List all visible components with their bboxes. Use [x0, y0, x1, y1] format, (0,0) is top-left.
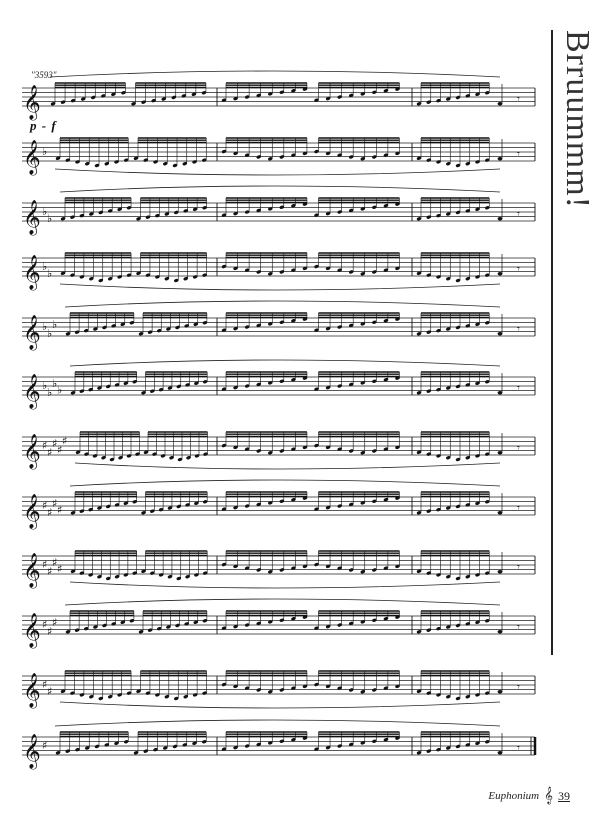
- slur: [65, 599, 500, 605]
- eighth-rest-icon: 𝄾: [517, 680, 520, 694]
- slur: [60, 186, 500, 192]
- treble-clef-icon: 𝄞: [23, 200, 41, 235]
- eighth-rest-icon: 𝄾: [517, 741, 520, 755]
- eighth-rest-icon: 𝄾: [517, 322, 520, 336]
- treble-clef-icon: 𝄞: [23, 374, 41, 409]
- slur: [55, 720, 500, 726]
- treble-clef-icon: 𝄞: [23, 734, 41, 769]
- flat-icon: ♭: [42, 260, 48, 273]
- flat-icon: ♭: [42, 320, 48, 333]
- tempo-marking: "3593": [31, 70, 57, 80]
- page-side-title: Brruummm!: [559, 30, 596, 209]
- treble-clef-icon: 𝄞: [23, 613, 41, 648]
- staff-system: [22, 186, 535, 236]
- flat-icon: ♭: [47, 266, 53, 280]
- slur: [60, 284, 500, 290]
- sharp-icon: ♯: [47, 445, 53, 459]
- slur: [60, 702, 500, 708]
- eighth-rest-icon: 𝄾: [517, 262, 520, 276]
- sharp-icon: ♯: [62, 434, 68, 448]
- flat-icon: ♭: [47, 326, 53, 340]
- staff-system: [22, 599, 535, 649]
- sharp-icon: ♯: [52, 496, 58, 510]
- flat-icon: ♭: [47, 211, 53, 225]
- eighth-rest-icon: 𝄾: [517, 381, 520, 395]
- slur: [65, 301, 500, 307]
- sharp-icon: ♯: [57, 503, 63, 517]
- staff-system: [22, 720, 535, 770]
- sharp-icon: ♯: [47, 505, 53, 519]
- sharp-icon: ♯: [42, 499, 48, 512]
- staff-system: [22, 432, 535, 470]
- staff-system: [22, 138, 535, 176]
- flat-icon: ♭: [42, 145, 48, 158]
- eighth-rest-icon: 𝄾: [517, 92, 520, 106]
- staff-system: [22, 671, 535, 709]
- slur: [70, 360, 500, 366]
- flat-icon: ♭: [52, 317, 58, 331]
- slur: [55, 169, 500, 175]
- flat-icon: ♭: [52, 376, 58, 390]
- sharp-icon: ♯: [47, 684, 53, 698]
- slur: [70, 582, 500, 588]
- slur: [50, 71, 500, 77]
- staff-system: [22, 360, 535, 410]
- eighth-rest-icon: 𝄾: [517, 207, 520, 221]
- slur: [75, 463, 500, 469]
- staff-system: [22, 480, 535, 530]
- eighth-rest-icon: 𝄾: [517, 441, 520, 455]
- sharp-icon: ♯: [42, 678, 48, 691]
- flat-icon: ♭: [57, 383, 63, 397]
- sharp-icon: ♯: [42, 439, 48, 452]
- treble-clef-icon: 𝄞: [23, 255, 41, 290]
- treble-clef-icon: 𝄞: [23, 494, 41, 529]
- sharp-icon: ♯: [42, 739, 48, 752]
- sharp-icon: ♯: [42, 558, 48, 571]
- treble-clef-icon: 𝄞: [23, 85, 41, 120]
- staff-system: [22, 551, 535, 589]
- staff-system: [22, 301, 535, 351]
- sharp-icon: ♯: [42, 618, 48, 631]
- eighth-rest-icon: 𝄾: [517, 560, 520, 574]
- slur: [70, 480, 500, 486]
- eighth-rest-icon: 𝄾: [517, 501, 520, 515]
- sharp-icon: ♯: [47, 564, 53, 578]
- page-number: 39: [558, 788, 570, 803]
- dynamics-marking: p - f: [30, 118, 57, 133]
- eighth-rest-icon: 𝄾: [517, 620, 520, 634]
- page-footer: [488, 787, 570, 805]
- flat-icon: ♭: [42, 205, 48, 218]
- treble-clef-icon: 𝄞: [23, 673, 41, 708]
- sharp-icon: ♯: [57, 562, 63, 576]
- staff-system: [22, 71, 535, 121]
- treble-clef-icon: 𝄞: [23, 434, 41, 469]
- treble-clef-icon: 𝄞: [544, 788, 553, 804]
- side-rule: [551, 30, 553, 655]
- staff-system: [22, 253, 535, 291]
- instrument-name: Euphonium: [488, 790, 540, 802]
- flat-icon: ♭: [47, 385, 53, 399]
- sharp-icon: ♯: [52, 555, 58, 569]
- flat-icon: ♭: [42, 379, 48, 392]
- sharp-icon: ♯: [57, 443, 63, 457]
- treble-clef-icon: 𝄞: [23, 315, 41, 350]
- sharp-icon: ♯: [52, 615, 58, 629]
- treble-clef-icon: 𝄞: [23, 553, 41, 588]
- treble-clef-icon: 𝄞: [23, 140, 41, 175]
- sharp-icon: ♯: [52, 436, 58, 450]
- eighth-rest-icon: 𝄾: [517, 147, 520, 161]
- sharp-icon: ♯: [47, 624, 53, 638]
